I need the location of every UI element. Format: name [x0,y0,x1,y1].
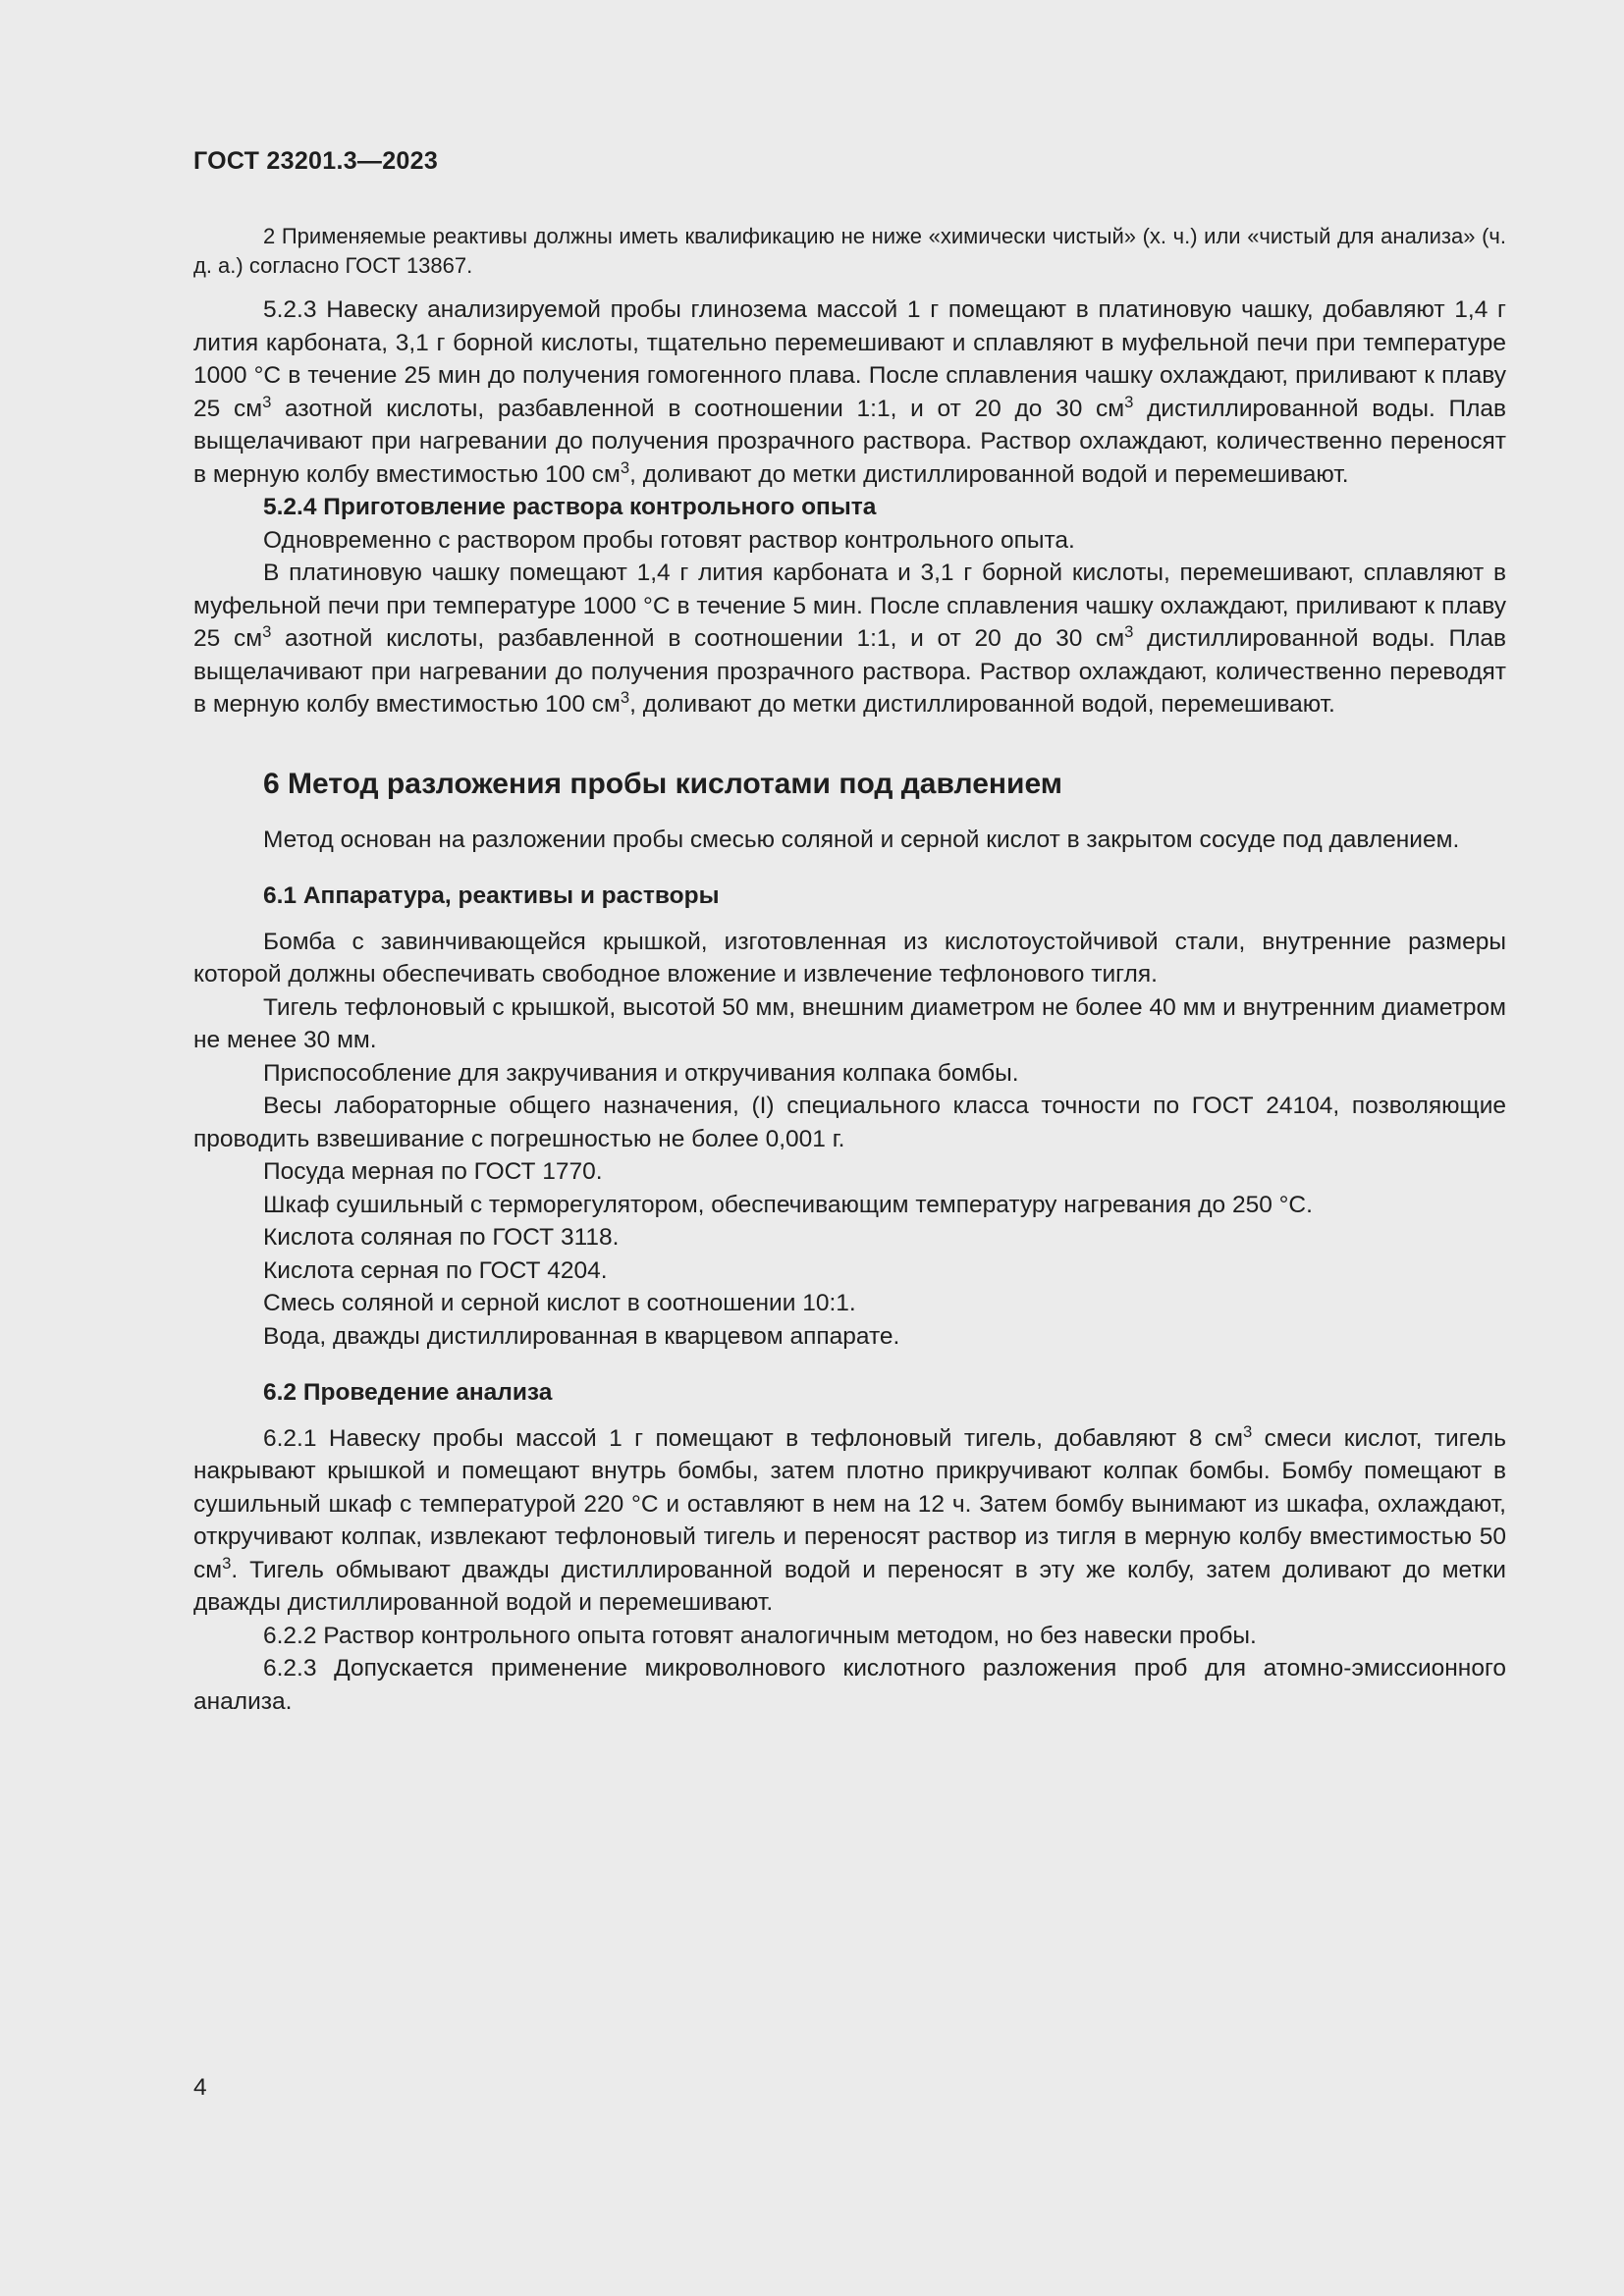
heading-5-2-4: 5.2.4 Приготовление раствора контрольного опыта [263,494,877,520]
list-item: Вода, дважды дистиллированная в кварцевом аппарате. [263,1322,900,1350]
list-item: Приспособление для закручивания и откручивания колпака бомбы. [263,1059,1019,1087]
paragraph-6-2-2: 6.2.2 Раствор контрольного опыта готовят аналогичным методом, но без навески пробы. [263,1622,1257,1649]
superscript: 3 [620,687,630,707]
list-item: Шкаф сушильный с терморегулятором, обеспечивающим температуру нагревания до 250 °С. [263,1191,1313,1218]
page-number: 4 [193,2074,207,2101]
list-item: Кислота соляная по ГОСТ 3118. [263,1224,620,1251]
list-item: Тигель тефлоновый с крышкой, высотой 50 мм, внешним диаметром не более 40 мм и внутренним диаметром не менее 30 мм. [193,993,1506,1053]
document-body [193,222,1506,1718]
superscript: 3 [262,621,272,641]
paragraph-5-2-4-2: В платиновую чашку помещают 1,4 г лития карбоната и 3,1 г борной кислоты, перемешивают, сплавляют в муфельной печи при температуре 1000 °С в течение 5 мин. После сплавления чашку охлаждают, приливают к плаву 25 $см^3$ азотной кислоты, разбавленной в соотношении 1:1, и от 20 до 30 $см^3$ дистиллированной воды. Плав выщелачивают при нагревании до получения прозрачного раствора. Раствор охлаждают, количественно переводят в мерную колбу вместимостью 100 $см^3$, доливают до метки дистиллированной водой, перемешивают. [193,560,1507,718]
superscript: 3 [222,1553,232,1573]
paragraph-6-2-3: 6.2.3 Допускается применение микроволнового кислотного разложения проб для атомно-эмиссионного анализа. [193,1655,1506,1715]
note-2: 2 Применяемые реактивы должны иметь квалификацию не ниже «химически чистый» (х. ч.) или «чистый для анализа» (ч. д. а.) согласно ГОСТ 13867. [193,224,1506,278]
subsection-heading-6-2: 6.2 Проведение анализа [263,1379,553,1406]
list-item: Кислота серная по ГОСТ 4204. [263,1256,608,1284]
superscript: 3 [262,392,272,411]
section-heading-6: 6 Метод разложения пробы кислотами под давлением [263,767,1062,800]
list-item: Бомба с завинчивающейся крышкой, изготовленная из кислотоустойчивой стали, внутренние размеры которой должны обеспечивать свободное вложение и извлечение тефлонового тигля. [193,928,1506,988]
paragraph-6-intro: Метод основан на разложении пробы смесью соляной и серной кислот в закрытом сосуде под давлением. [263,826,1460,853]
list-item: Весы лабораторные общего назначения, (I) специального класса точности по ГОСТ 24104, позволяющие проводить взвешивание с погрешностью не более 0,001 г. [193,1093,1506,1152]
subsection-heading-6-1: 6.1 Аппаратура, реактивы и растворы [263,882,720,909]
list-item: Смесь соляной и серной кислот в соотношении 10:1. [263,1290,856,1316]
superscript: 3 [1124,621,1134,641]
superscript: 3 [1124,392,1134,411]
list-item: Посуда мерная по ГОСТ 1770. [263,1158,603,1185]
paragraph-5-2-4-1: Одновременно с раствором пробы готовят раствор контрольного опыта. [263,526,1075,554]
superscript: 3 [1242,1421,1253,1441]
paragraph-5-2-3: 5.2.3 Навеску анализируемой пробы глинозема массой 1 г помещают в платиновую чашку, добавляют 1,4 г лития карбоната, 3,1 г борной кислоты, тщательно перемешивают и сплавляют в муфельной печи при температуре 1000 °С в течение 25 мин до получения гомогенного плава. После сплавления чашку охлаждают, приливают к плаву 25 $см^3$ азотной кислоты, разбавленной в соотношении 1:1, и от 20 до 30 $см^3$ дистиллированной воды. Плав выщелачивают при нагревании до получения прозрачного раствора. Раствор охлаждают, количественно переносят в мерную колбу вместимостью 100 $см^3$, доливают до метки дистиллированной водой и перемешивают. [193,296,1507,488]
document-header: ГОСТ 23201.3—2023 [193,147,439,175]
paragraph-6-2-1: 6.2.1 Навеску пробы массой 1 г помещают в тефлоновый тигель, добавляют 8 $см^3$ смеси кислот, тигель накрывают крышкой и помещают внутрь бомбы, затем плотно прикручивают колпак бомбы. Бомбу помещают в сушильный шкаф с температурой 220 °С и оставляют в нем на 12 ч. Затем бомбу вынимают из шкафа, охлаждают, откручивают колпак, извлекают тефлоновый тигель и переносят раствор из тигля в мерную колбу вместимостью 50 $см^3$. Тигель обмывают дважды дистиллированной водой и переносят в эту же колбу, затем доливают до метки дважды дистиллированной водой и перемешивают. [193,1421,1506,1616]
superscript: 3 [620,457,630,477]
